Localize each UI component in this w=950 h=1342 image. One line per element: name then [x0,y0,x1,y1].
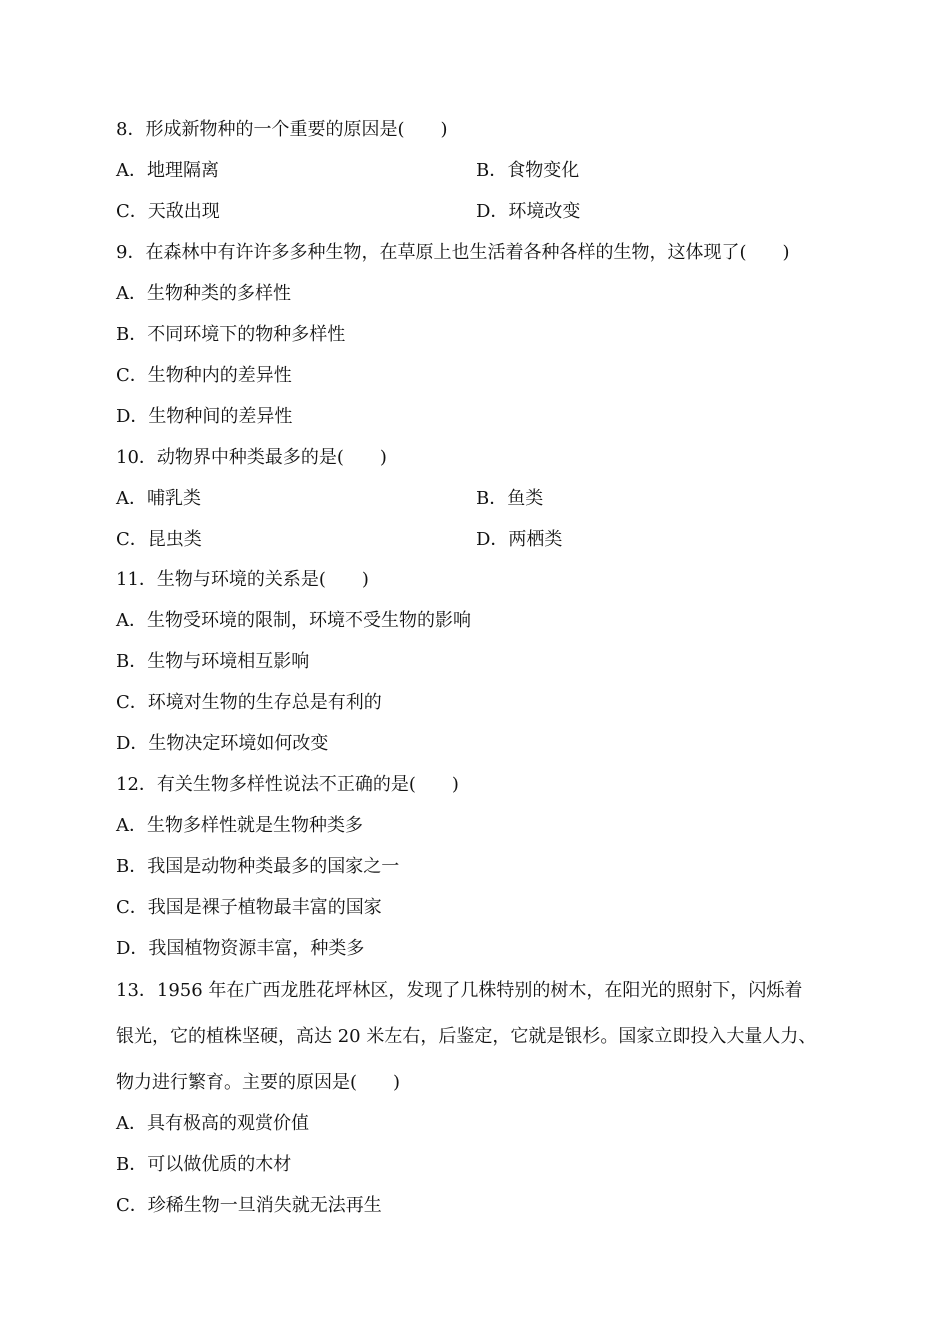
question-9-option-d: D．生物种间的差异性 [116,406,293,427]
question-13-option-b: B．可以做优质的木材 [116,1154,292,1175]
question-8-option-c: C．天敌出现 [116,201,220,222]
question-9-option-c: C．生物种内的差异性 [116,365,292,386]
question-11-option-d: D．生物决定环境如何改变 [116,733,329,754]
question-13-stem-line-1: 13．1956 年在广西龙胜花坪林区，发现了几株特别的树木，在阳光的照射下，闪烁着 [116,980,803,1001]
question-10-option-c: C．昆虫类 [116,529,202,550]
question-11-option-b: B．生物与环境相互影响 [116,651,310,672]
question-12-stem: 12．有关生物多样性说法不正确的是( ) [116,774,459,795]
question-10-option-d: D．两栖类 [476,529,563,550]
question-11-option-c: C．环境对生物的生存总是有利的 [116,692,382,713]
question-11-option-a: A．生物受环境的限制，环境不受生物的影响 [116,610,471,631]
question-13-option-a: A．具有极高的观赏价值 [116,1113,309,1134]
question-10-option-a: A．哺乳类 [116,488,201,509]
question-12-option-c: C．我国是裸子植物最丰富的国家 [116,897,382,918]
question-13-option-c: C．珍稀生物一旦消失就无法再生 [116,1195,382,1216]
question-11-stem: 11．生物与环境的关系是( ) [116,569,369,590]
question-12-option-a: A．生物多样性就是生物种类多 [116,815,363,836]
question-9-stem: 9．在森林中有许许多多种生物，在草原上也生活着各种各样的生物，这体现了( ) [116,242,790,263]
question-8-option-a: A．地理隔离 [116,160,219,181]
question-9-option-a: A．生物种类的多样性 [116,283,291,304]
question-13-stem-line-3: 物力进行繁育。主要的原因是( ) [116,1072,401,1093]
question-9-option-b: B．不同环境下的物种多样性 [116,324,346,345]
question-12-option-d: D．我国植物资源丰富，种类多 [116,938,365,959]
question-8-option-b: B．食物变化 [476,160,580,181]
question-10-stem: 10．动物界中种类最多的是( ) [116,447,387,468]
question-12-option-b: B．我国是动物种类最多的国家之一 [116,856,400,877]
question-10-option-b: B．鱼类 [476,488,544,509]
question-8-stem: 8．形成新物种的一个重要的原因是( ) [116,119,448,140]
question-8-option-d: D．环境改变 [476,201,581,222]
question-13-stem-line-2: 银光，它的植株坚硬，高达 20 米左右，后鉴定，它就是银杉。国家立即投入大量人力、 [116,1026,817,1047]
